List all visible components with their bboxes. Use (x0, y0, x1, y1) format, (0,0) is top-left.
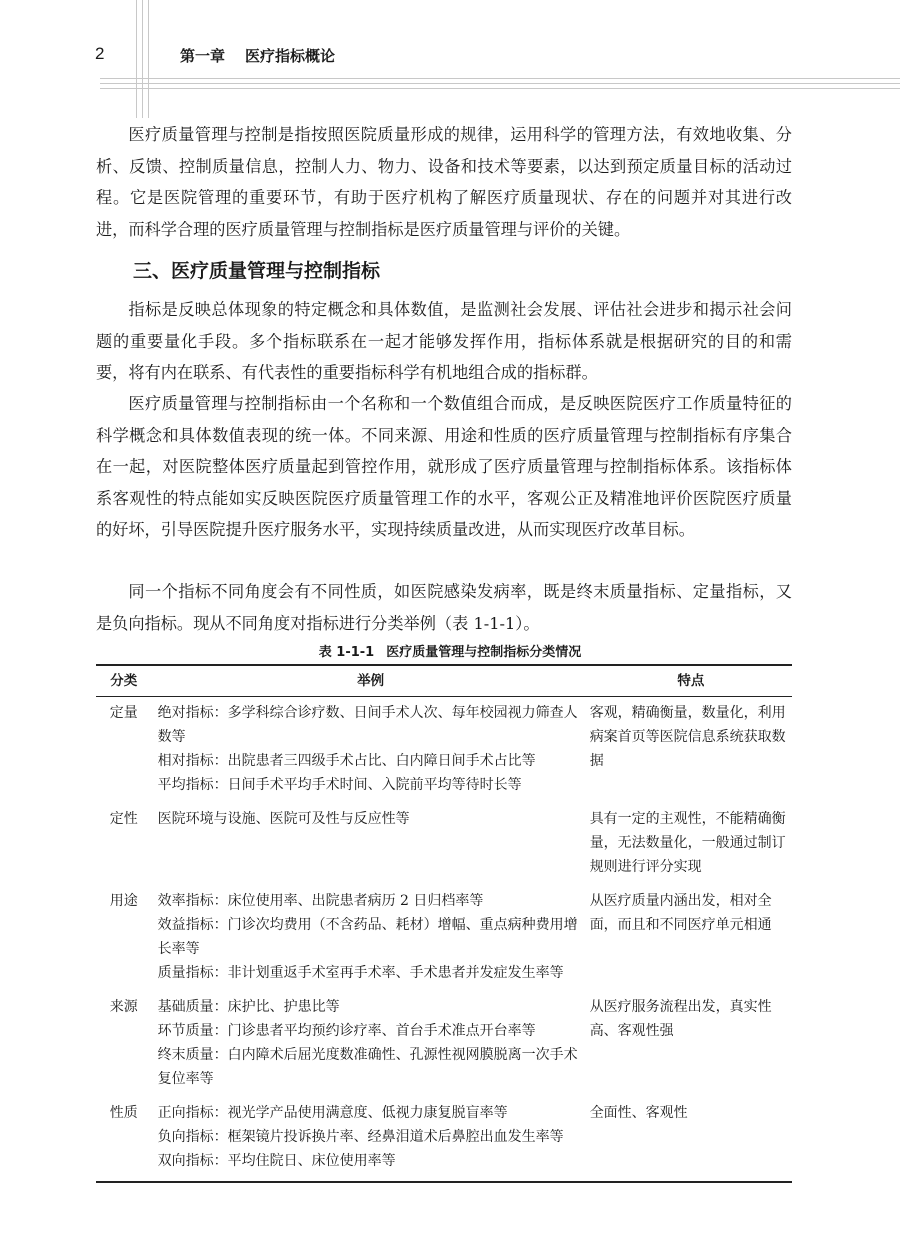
row-category: 性质 (96, 1097, 152, 1182)
row-category: 定量 (109, 705, 138, 721)
header-rule-horizontal (100, 78, 900, 79)
example-line: 终末质量：白内障术后屈光度数准确性、孔源性视网膜脱离一次手术复位率等 (157, 1047, 578, 1087)
example-line: 效率指标：床位使用率、出院患者病历 2 日归档率等 (157, 893, 484, 909)
header-examples: 举例 (152, 665, 584, 697)
paragraph: 同一个指标不同角度会有不同性质，如医院感染发病率，既是终末质量指标、定量指标，又是负向指标。现从不同角度对指标进行分类举例（表 1-1-1）。 (96, 582, 792, 633)
row-category: 定性 (109, 811, 138, 827)
example-line: 基础质量：床护比、护患比等 (157, 999, 340, 1015)
page-header (0, 0, 900, 120)
header-rule-vertical (142, 0, 143, 118)
row-features: 全面性、客观性 (584, 1097, 792, 1182)
row-category: 用途 (109, 893, 138, 909)
example-line: 环节质量：门诊患者平均预约诊疗率、首台手术准点开台率等 (157, 1023, 536, 1039)
header-features: 特点 (584, 665, 792, 697)
row-features: 客观，精确衡量，数量化，利用病案首页等医院信息系统获取数据 (589, 705, 786, 769)
example-line: 正向指标：视光学产品使用满意度、低视力康复脱盲率等 (157, 1105, 508, 1121)
page-number: 2 (95, 44, 105, 63)
section-heading: 三、医疗质量管理与控制指标 (133, 260, 381, 282)
table-row (96, 885, 792, 991)
row-examples (152, 991, 584, 1097)
example-line: 负向指标：框架镜片投诉换片率、经鼻泪道术后鼻腔出血发生率等 (157, 1129, 564, 1145)
table-row (96, 991, 792, 1097)
row-examples (152, 885, 584, 991)
table-row (96, 697, 792, 804)
row-features: 从医疗质量内涵出发，相对全面，而且和不同医疗单元相通 (589, 893, 772, 933)
row-examples (152, 697, 584, 804)
table-header-row (96, 665, 792, 697)
row-features: 具有一定的主观性，不能精确衡量，无法数量化，一般通过制订规则进行评分实现 (589, 811, 786, 875)
header-category: 分类 (96, 665, 152, 697)
row-examples (152, 803, 584, 885)
paragraph: 指标是反映总体现象的特定概念和具体数值，是监测社会发展、评估社会进步和揭示社会问题的重要量化手段。多个指标联系在一起才能够发挥作用，指标体系就是根据研究的目的和需要，将有内在联系、有代表性的重要指标科学有机地组合成的指标群。 (96, 300, 792, 382)
chapter-name: 医疗指标概论 (245, 47, 336, 65)
header-rule-horizontal (100, 83, 900, 84)
table-caption (0, 641, 900, 660)
chapter-label: 第一章 (180, 47, 226, 65)
paragraph: 医疗质量管理与控制是指按照医院质量形成的规律，运用科学的管理方法，有效地收集、分析、反馈、控制质量信息，控制人力、物力、设备和技术等要素，以达到预定质量目标的活动过程。它是医院管理的重要环节，有助于医疗机构了解医疗质量现状、存在的问题并对其进行改进，而科学合理的医疗质量管理与控制指标是医疗质量管理与评价的关键。 (96, 125, 792, 239)
table-caption-number: 表 1-1-1 (318, 645, 375, 660)
table-caption-title: 医疗质量管理与控制指标分类情况 (386, 645, 582, 660)
row-examples (152, 1097, 584, 1182)
example-line: 绝对指标：多学科综合诊疗数、日间手术人次、每年校园视力筛查人数等 (157, 705, 578, 745)
example-line: 质量指标：非计划重返手术室再手术率、手术患者并发症发生率等 (157, 965, 564, 981)
table-row (96, 803, 792, 885)
header-rule-vertical (136, 0, 137, 118)
header-rule-vertical (148, 0, 149, 118)
row-category: 来源 (109, 999, 138, 1015)
example-line: 效益指标：门诊次均费用（不含药品、耗材）增幅、重点病种费用增长率等 (157, 917, 578, 957)
classification-table (96, 664, 792, 1183)
example-line: 平均指标：日间手术平均手术时间、入院前平均等待时长等 (157, 777, 522, 793)
paragraph: 医疗质量管理与控制指标由一个名称和一个数值组合而成，是反映医院医疗工作质量特征的科学概念和具体数值表现的统一体。不同来源、用途和性质的医疗质量管理与控制指标有序集合在一起，对医院整体医疗质量起到管控作用，就形成了医疗质量管理与控制指标体系。该指标体系客观性的特点能如实反映医院医疗质量管理工作的水平，客观公正及精准地评价医院医疗质量的好坏，引导医院提升医疗服务水平，实现持续质量改进，从而实现医疗改革目标。 (96, 394, 792, 539)
table-row (96, 1097, 792, 1182)
example-line: 相对指标：出院患者三四级手术占比、白内障日间手术占比等 (157, 753, 536, 769)
row-features: 从医疗服务流程出发，真实性高、客观性强 (589, 999, 772, 1039)
example-line: 医院环境与设施、医院可及性与反应性等 (157, 811, 410, 827)
header-rule-horizontal (100, 88, 900, 89)
chapter-title (180, 45, 335, 66)
example-line: 双向指标：平均住院日、床位使用率等 (157, 1153, 396, 1169)
